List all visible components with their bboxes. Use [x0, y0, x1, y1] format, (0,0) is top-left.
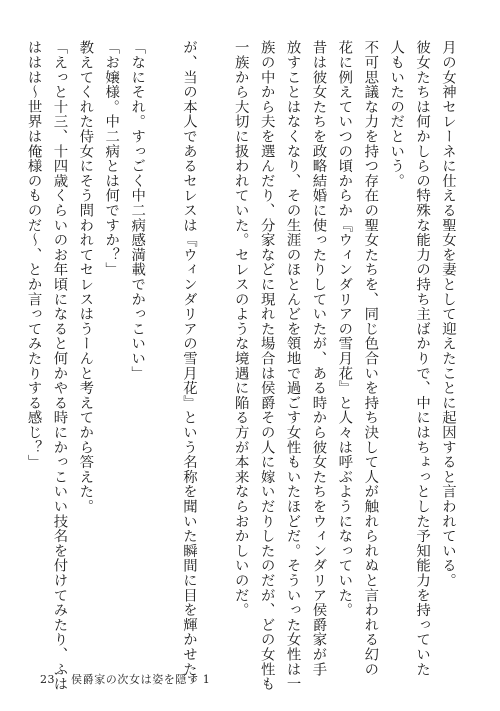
- blank-line: [201, 40, 227, 665]
- text-line: 昔は彼女たちを政略結婚に使ったりしていたが、ある時から彼女たちをウィンダリア侯爵家が手: [310, 40, 327, 677]
- text-line: 族の中から夫を選んだり、分家などに現れた場合は侯爵その人に嫁いだりしたのだが、どの女性も: [258, 40, 275, 692]
- blank-line: [149, 40, 175, 665]
- text-line: 教えてくれた侍女にそう問われてセレスはうーんと考えてから答えた。: [77, 40, 94, 514]
- page-number: 23: [40, 672, 55, 686]
- text-line: 放すことはなくなり、その生涯のほとんどを領地で過ごす女性もいたほどだ。そういった女性は一: [284, 40, 301, 692]
- text-line: 人もいたのだという。: [388, 40, 405, 188]
- text-line: 「えっと十三、十四歳くらいのお年頃になると何かやる時にかっこいい技名を付けてみたり、ふは: [51, 40, 68, 692]
- text-line: 「なにそれ。すっごく中二病感満載でかっこいい」: [129, 40, 146, 381]
- text-line: ははは～世界は俺様のものだ～、とか言ってみたりする感じ？」: [25, 40, 42, 470]
- page-footer: [40, 671, 210, 687]
- text-line: が、当の本人であるセレスは『ウィンダリアの雪月花』という名称を聞いた瞬間に目を輝かせた。: [180, 40, 197, 692]
- text-line: 不可思議な力を持つ存在の聖女たちを、同じ色合いを持ち決して人が触れられぬと言われる幻の: [362, 40, 379, 677]
- running-title: 侯爵家の次女は姿を隠す 1: [71, 673, 211, 686]
- text-line: 彼女たちは何かしらの特殊な能力の持ち主ばかりで、中にはちょっとした予知能力を持っていた: [414, 40, 431, 677]
- text-line: 月の女神セレーネに仕える聖女を妻として迎えたことに起因すると言われている。: [440, 40, 456, 588]
- text-line: 花に例えていつの頃からか『ウィンダリアの雪月花』と人々は呼ぶようになっていた。: [336, 40, 353, 618]
- text-line: 「お嬢様。中二病とは何ですか？」: [103, 40, 120, 277]
- text-line: 一族から大切に扱われていた。セレスのような境遇に陥る方が本来ならおかしいのだ。: [232, 40, 249, 618]
